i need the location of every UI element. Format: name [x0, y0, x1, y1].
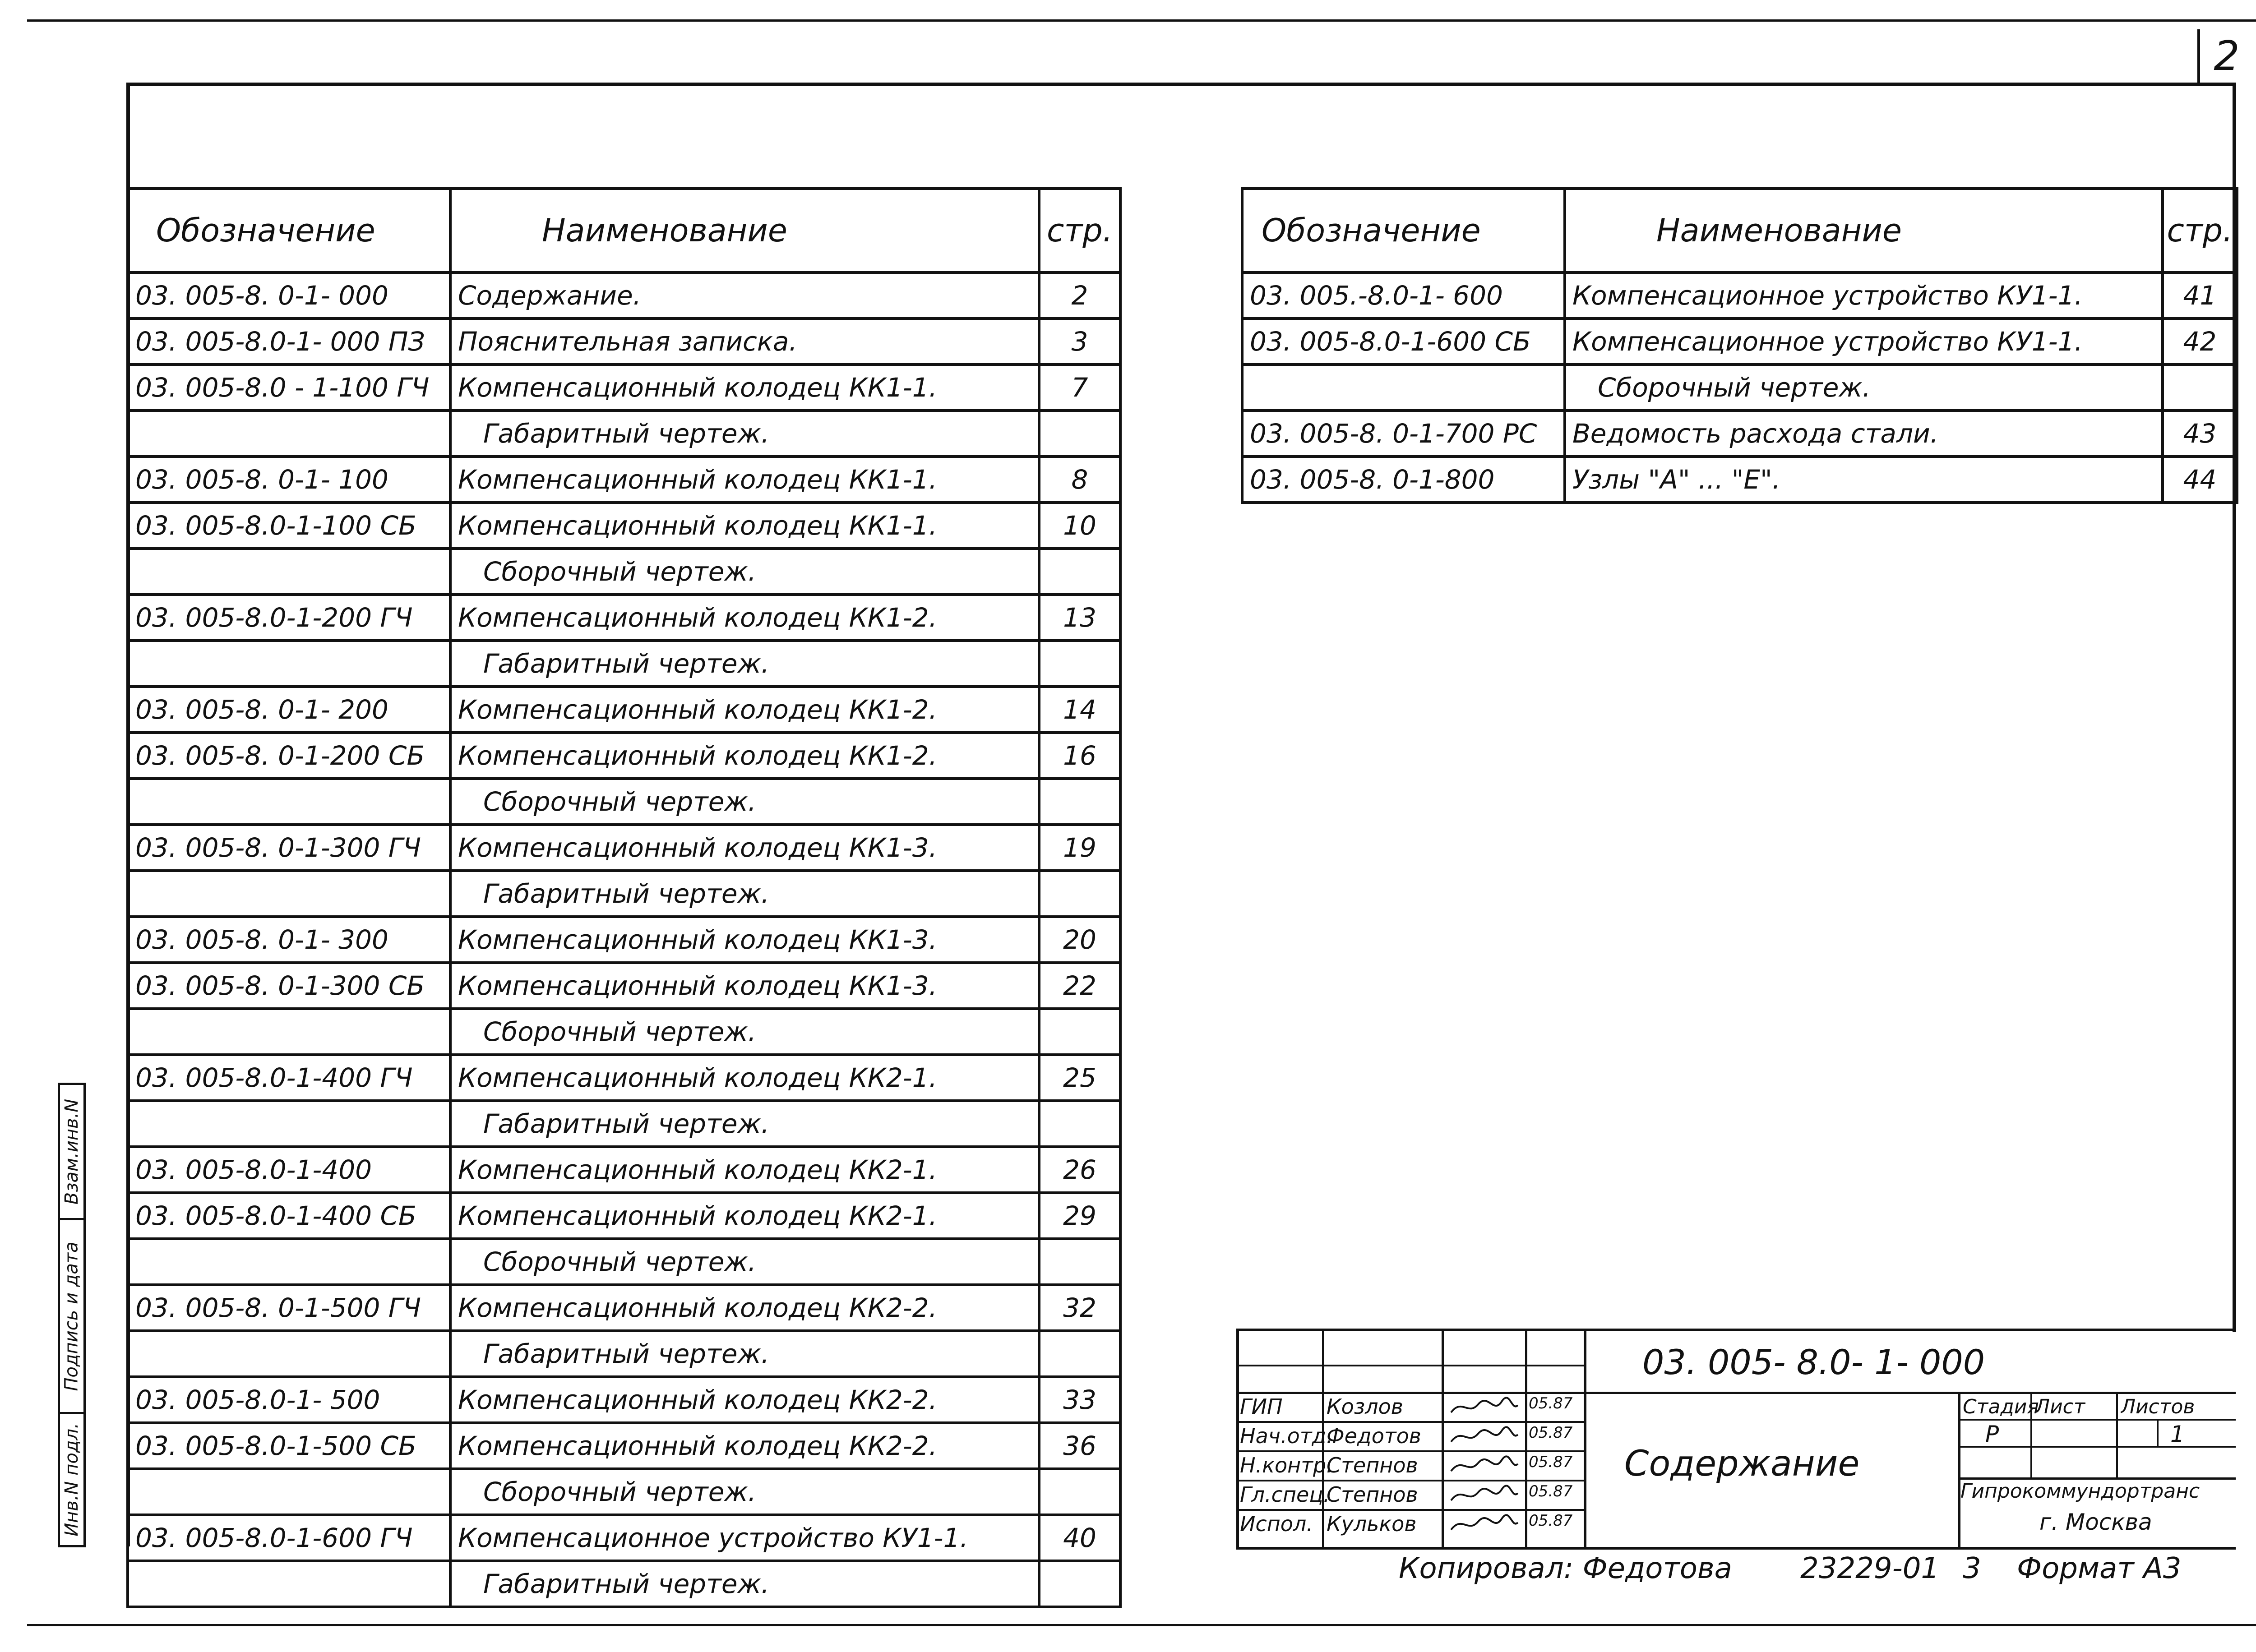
document-code: 03. 005- 8.0- 1- 000: [1642, 1342, 1985, 1382]
row-name: Компенсационный колодец КК1-1.: [450, 365, 1039, 411]
title-block: [1236, 1329, 2236, 1552]
table-row: [128, 641, 1120, 687]
row-name: Габаритный чертеж.: [450, 1331, 1039, 1377]
row-page: [2163, 365, 2237, 411]
row-designation: 03. 005-8. 0-1- 000: [128, 272, 450, 318]
person-name: Кульков: [1327, 1512, 1417, 1536]
row-page: 36: [1039, 1423, 1120, 1469]
sign-date: 05.87: [1529, 1394, 1573, 1412]
row-page: 7: [1039, 365, 1120, 411]
copied-by: Копировал: Федотова: [1399, 1552, 1732, 1585]
table-row: [128, 917, 1120, 963]
table-header-row: [128, 189, 1120, 272]
row-name: Компенсационный колодец КК1-3.: [450, 825, 1039, 871]
header-page: стр.: [2163, 189, 2237, 272]
table-row: [128, 1193, 1120, 1239]
role-label: Н.контр.: [1240, 1453, 1333, 1477]
row-name: Компенсационный колодец КК2-1.: [450, 1147, 1039, 1193]
person-name: Федотов: [1327, 1424, 1421, 1448]
role-label: ГИП: [1240, 1394, 1283, 1419]
table-row: [128, 1423, 1120, 1469]
table-row: [128, 272, 1120, 318]
row-designation: 03. 005-8. 0-1-800: [1242, 457, 1565, 503]
row-name: Компенсационный колодец КК1-1.: [450, 457, 1039, 503]
row-page: 20: [1039, 917, 1120, 963]
row-designation: [128, 641, 450, 687]
person-name: Степнов: [1327, 1453, 1418, 1477]
row-page: 22: [1039, 963, 1120, 1009]
row-page: 33: [1039, 1377, 1120, 1423]
row-designation: [128, 1561, 450, 1607]
row-designation: [128, 1239, 450, 1285]
table-row: [128, 733, 1120, 779]
row-designation: 03. 005-8. 0-1- 200: [128, 687, 450, 733]
table-row: [128, 595, 1120, 641]
row-page: 10: [1039, 503, 1120, 549]
row-name: Габаритный чертеж.: [450, 411, 1039, 457]
table-row: [128, 1331, 1120, 1377]
table-row: [128, 457, 1120, 503]
side-stamp-replaced: Взам.инв.N: [58, 1083, 86, 1220]
row-page: [1039, 1561, 1120, 1607]
row-name: Сборочный чертеж.: [450, 1239, 1039, 1285]
row-name: Компенсационный колодец КК2-2.: [450, 1423, 1039, 1469]
row-designation: 03. 005-8.0-1-100 СБ: [128, 503, 450, 549]
row-designation: [128, 1331, 450, 1377]
row-designation: 03. 005-8. 0-1- 100: [128, 457, 450, 503]
row-name: Компенсационный колодец КК1-2.: [450, 687, 1039, 733]
row-name: Габаритный чертеж.: [450, 1561, 1039, 1607]
table-row: [128, 1285, 1120, 1331]
row-designation: 03. 005-8. 0-1-200 СБ: [128, 733, 450, 779]
row-page: [1039, 1009, 1120, 1055]
row-designation: 03. 005-8.0-1-400: [128, 1147, 450, 1193]
row-designation: 03. 005-8.0-1-400 СБ: [128, 1193, 450, 1239]
side-stamp: [58, 1083, 86, 1547]
row-name: Сборочный чертеж.: [450, 1009, 1039, 1055]
sign-date: 05.87: [1529, 1512, 1573, 1530]
contents-table-right: [1241, 187, 2238, 504]
row-name: Сборочный чертеж.: [450, 1469, 1039, 1515]
row-name: Компенсационный колодец КК1-1.: [450, 503, 1039, 549]
row-name: Компенсационный колодец КК2-1.: [450, 1193, 1039, 1239]
table-row: [1242, 272, 2237, 318]
table-row: [128, 365, 1120, 411]
table-row: [128, 1377, 1120, 1423]
row-designation: 03. 005-8.0-1-200 ГЧ: [128, 595, 450, 641]
row-page: [1039, 1101, 1120, 1147]
row-name: Габаритный чертеж.: [450, 1101, 1039, 1147]
row-page: 14: [1039, 687, 1120, 733]
table-header-row: [1242, 189, 2237, 272]
copy-number: 3: [1963, 1552, 1981, 1585]
table-row: [128, 318, 1120, 365]
row-page: 16: [1039, 733, 1120, 779]
row-page: 13: [1039, 595, 1120, 641]
row-page: [1039, 779, 1120, 825]
organization: Гипрокоммундортранс: [1960, 1480, 2200, 1503]
row-designation: [128, 1101, 450, 1147]
row-designation: 03. 005-8.0-1-600 СБ: [1242, 318, 1565, 365]
table-row: [128, 549, 1120, 595]
row-page: 32: [1039, 1285, 1120, 1331]
person-name: Степнов: [1327, 1482, 1418, 1507]
sheet-format: Формат А3: [2017, 1552, 2182, 1585]
table-row: [128, 1239, 1120, 1285]
row-page: 3: [1039, 318, 1120, 365]
role-label: Испол.: [1240, 1512, 1313, 1536]
row-page: 2: [1039, 272, 1120, 318]
sign-date: 05.87: [1529, 1424, 1573, 1442]
top-border-line: [27, 19, 2256, 22]
sheet-number-box-left: [2197, 29, 2200, 83]
row-page: 19: [1039, 825, 1120, 871]
header-name: Наименование: [450, 189, 1039, 272]
row-page: 29: [1039, 1193, 1120, 1239]
row-name: Компенсационный колодец КК2-1.: [450, 1055, 1039, 1101]
row-page: 44: [2163, 457, 2237, 503]
row-page: [1039, 641, 1120, 687]
header-designation: Обозначение: [1242, 189, 1565, 272]
row-page: 41: [2163, 272, 2237, 318]
row-name: Компенсационное устройство КУ1-1.: [1565, 272, 2163, 318]
row-designation: 03. 005-8.0-1- 000 ПЗ: [128, 318, 450, 365]
row-designation: 03. 005-8.0-1-400 ГЧ: [128, 1055, 450, 1101]
header-page: стр.: [1039, 189, 1120, 272]
row-designation: 03. 005-8.0 - 1-100 ГЧ: [128, 365, 450, 411]
role-label: Гл.спец.: [1240, 1482, 1330, 1507]
row-designation: [128, 871, 450, 917]
table-row: [128, 1101, 1120, 1147]
row-page: 8: [1039, 457, 1120, 503]
row-name: Компенсационный колодец КК1-2.: [450, 595, 1039, 641]
row-name: Габаритный чертеж.: [450, 871, 1039, 917]
row-name: Компенсационный колодец КК2-2.: [450, 1377, 1039, 1423]
row-designation: 03. 005-8. 0-1-500 ГЧ: [128, 1285, 450, 1331]
stage-label: Стадия: [1963, 1395, 2039, 1418]
row-designation: 03. 005-8.0-1- 500: [128, 1377, 450, 1423]
row-designation: [128, 411, 450, 457]
table-row: [128, 411, 1120, 457]
row-designation: 03. 005-8. 0-1- 300: [128, 917, 450, 963]
signature-mark: [1448, 1484, 1521, 1506]
row-designation: 03. 005-8. 0-1-300 ГЧ: [128, 825, 450, 871]
row-designation: [128, 779, 450, 825]
row-page: 42: [2163, 318, 2237, 365]
table-row: [128, 1515, 1120, 1561]
signature-mark: [1448, 1514, 1521, 1535]
table-row: [128, 1009, 1120, 1055]
sign-date: 05.87: [1529, 1453, 1573, 1471]
table-row: [128, 1055, 1120, 1101]
sheet-number: 2: [2214, 32, 2240, 80]
side-stamp-signature: Подпись и дата: [58, 1218, 86, 1414]
row-page: 43: [2163, 411, 2237, 457]
row-designation: [128, 1469, 450, 1515]
contents-table-left: [126, 187, 1122, 1608]
bottom-border-line: [27, 1624, 2256, 1626]
table-row: [1242, 411, 2237, 457]
table-row: [128, 1147, 1120, 1193]
city: г. Москва: [2039, 1509, 2152, 1535]
table-row: [128, 963, 1120, 1009]
order-number: 23229-01: [1800, 1552, 1940, 1585]
row-page: 40: [1039, 1515, 1120, 1561]
header-designation: Обозначение: [128, 189, 450, 272]
row-designation: [1242, 365, 1565, 411]
row-designation: 03. 005-8.0-1-500 СБ: [128, 1423, 450, 1469]
role-label: Нач.отд.: [1240, 1424, 1333, 1448]
row-name: Содержание.: [450, 272, 1039, 318]
row-designation: 03. 005-8. 0-1-700 РС: [1242, 411, 1565, 457]
row-name: Узлы "А" ... "Е".: [1565, 457, 2163, 503]
row-page: [1039, 411, 1120, 457]
table-row: [1242, 318, 2237, 365]
frame-top-line: [126, 83, 2236, 86]
row-name: Компенсационный колодец КК1-3.: [450, 963, 1039, 1009]
row-page: [1039, 1469, 1120, 1515]
table-row: [128, 871, 1120, 917]
sheet-label: Лист: [2035, 1395, 2085, 1418]
row-name: Сборочный чертеж.: [450, 549, 1039, 595]
sheets-label: Листов: [2121, 1395, 2195, 1418]
row-name: Компенсационный колодец КК1-3.: [450, 917, 1039, 963]
table-row: [1242, 365, 2237, 411]
table-row: [128, 1561, 1120, 1607]
header-name: Наименование: [1565, 189, 2163, 272]
signature-mark: [1448, 1426, 1521, 1447]
row-designation: [128, 1009, 450, 1055]
table-row: [1242, 457, 2237, 503]
signature-mark: [1448, 1396, 1521, 1418]
row-page: [1039, 1331, 1120, 1377]
row-name: Пояснительная записка.: [450, 318, 1039, 365]
row-name: Ведомость расхода стали.: [1565, 411, 2163, 457]
row-name: Сборочный чертеж.: [450, 779, 1039, 825]
side-stamp-inventory: Инв.N подл.: [58, 1412, 86, 1547]
row-designation: 03. 005.-8.0-1- 600: [1242, 272, 1565, 318]
row-name: Сборочный чертеж.: [1565, 365, 2163, 411]
row-designation: [128, 549, 450, 595]
person-name: Козлов: [1327, 1394, 1403, 1419]
table-row: [128, 779, 1120, 825]
row-page: [1039, 871, 1120, 917]
table-row: [128, 825, 1120, 871]
row-designation: 03. 005-8. 0-1-300 СБ: [128, 963, 450, 1009]
row-page: [1039, 549, 1120, 595]
table-row: [128, 687, 1120, 733]
row-name: Компенсационный колодец КК1-2.: [450, 733, 1039, 779]
table-row: [128, 503, 1120, 549]
sheets-value: 1: [2170, 1421, 2185, 1447]
row-name: Компенсационное устройство КУ1-1.: [1565, 318, 2163, 365]
row-name: Компенсационный колодец КК2-2.: [450, 1285, 1039, 1331]
signature-mark: [1448, 1455, 1521, 1477]
row-name: Габаритный чертеж.: [450, 641, 1039, 687]
document-title: Содержание: [1624, 1444, 1860, 1484]
sign-date: 05.87: [1529, 1482, 1573, 1500]
table-row: [128, 1469, 1120, 1515]
row-page: 25: [1039, 1055, 1120, 1101]
row-page: 26: [1039, 1147, 1120, 1193]
stage-value: Р: [1985, 1421, 1999, 1447]
row-name: Компенсационное устройство КУ1-1.: [450, 1515, 1039, 1561]
row-designation: 03. 005-8.0-1-600 ГЧ: [128, 1515, 450, 1561]
row-page: [1039, 1239, 1120, 1285]
